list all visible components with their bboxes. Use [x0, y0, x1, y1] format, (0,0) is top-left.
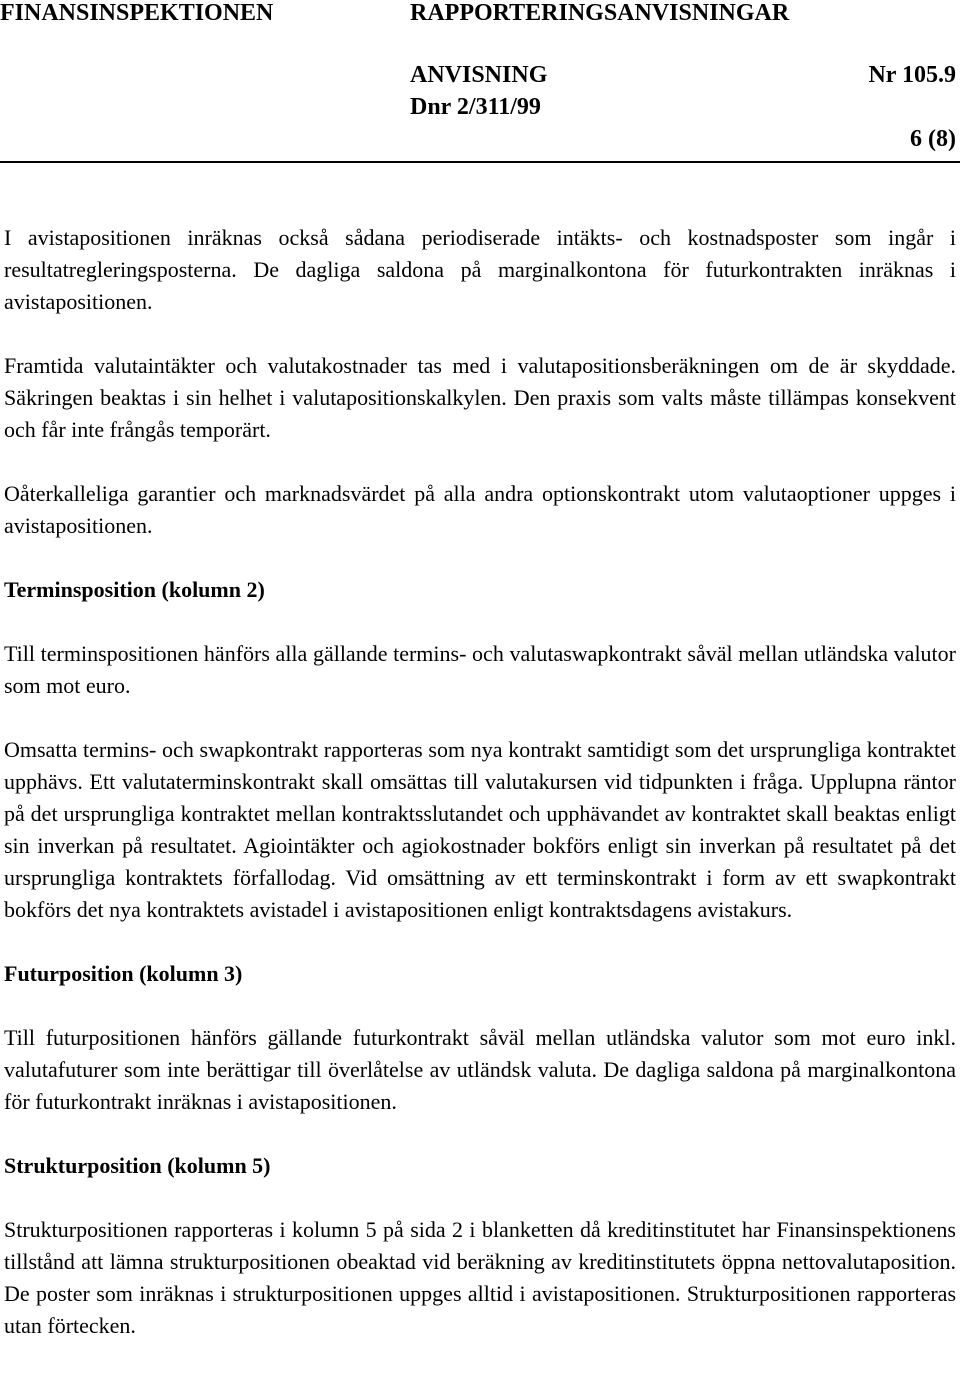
- header-category: RAPPORTERINGSANVISNINGAR: [410, 0, 790, 26]
- heading-futurposition: Futurposition (kolumn 3): [4, 961, 243, 986]
- paragraph-avista-2: Framtida valutaintäkter och valutakostnader tas med i valutapositionsberäkningen om de är skyddade. Säkringen beaktas i sin helhet i valutapositionskalkylen. Den praxis som valts måste tillämpas konsekvent och får inte frångås temporärt.: [4, 353, 956, 442]
- header-page-number: 6 (8): [910, 126, 956, 152]
- header-organization: FINANSINSPEKTIONEN: [0, 0, 274, 26]
- header-divider: [0, 161, 960, 163]
- header-dnr: Dnr 2/311/99: [410, 94, 541, 120]
- heading-terminsposition: Terminsposition (kolumn 2): [4, 577, 265, 602]
- paragraph-termin-2: Omsatta termins- och swapkontrakt rapporteras som nya kontrakt samtidigt som det ursprungliga kontraktet upphävs. Ett valutaterminskontrakt skall omsättas till valutakursen vid tidpunkten i fråga. Upplupna räntor på det ursprungliga kontraktet mellan kontraktsslutandet och upphävandet av kontraktet skall beaktas enligt sin inverkan på resultatet. Agiointäkter och agiokostnader bokförs enligt sin inverkan på resultatet på det ursprungliga kontraktets förfallodag. Vid omsättning av ett terminskontrakt i form av ett swapkontrakt bokförs det nya kontraktets avistadel i avistapositionen enligt kontraktsdagens avistakurs.: [4, 737, 956, 922]
- paragraph-termin-1: Till terminspositionen hänförs alla gällande termins- och valutaswapkontrakt såväl mellan utländska valutor som mot euro.: [4, 641, 956, 698]
- paragraph-avista-3: Oåterkalleliga garantier och marknadsvärdet på alla andra optionskontrakt utom valutaoptioner uppges i avistapositionen.: [4, 481, 956, 538]
- header-doc-type: ANVISNING: [410, 62, 548, 88]
- paragraph-struktur: Strukturpositionen rapporteras i kolumn 5 på sida 2 i blanketten då kreditinstitutet har Finansinspektionens tillstånd att lämna strukturpositionen obeaktad vid beräkning av kreditinstitutets öppna nettovalutaposition. De poster som inräknas i strukturpositionen uppges alltid i avistapositionen. Strukturpositionen rapporteras utan förtecken.: [4, 1217, 956, 1338]
- header-number: Nr 105.9: [868, 62, 956, 88]
- body-content: [4, 222, 956, 1342]
- heading-strukturposition: Strukturposition (kolumn 5): [4, 1153, 271, 1178]
- paragraph-futur: Till futurpositionen hänförs gällande futurkontrakt såväl mellan utländska valutor som mot euro inkl. valutafuturer som inte berättigar till överlåtelse av utländsk valuta. De dagliga saldona på marginalkontona för futurkontrakt inräknas i avistapositionen.: [4, 1025, 956, 1114]
- paragraph-avista-1: I avistapositionen inräknas också sådana periodiserade intäkts- och kostnadsposter som ingår i resultatregleringsposterna. De dagliga saldona på marginalkontona för futurkontrakten inräknas i avistapositionen.: [4, 225, 956, 314]
